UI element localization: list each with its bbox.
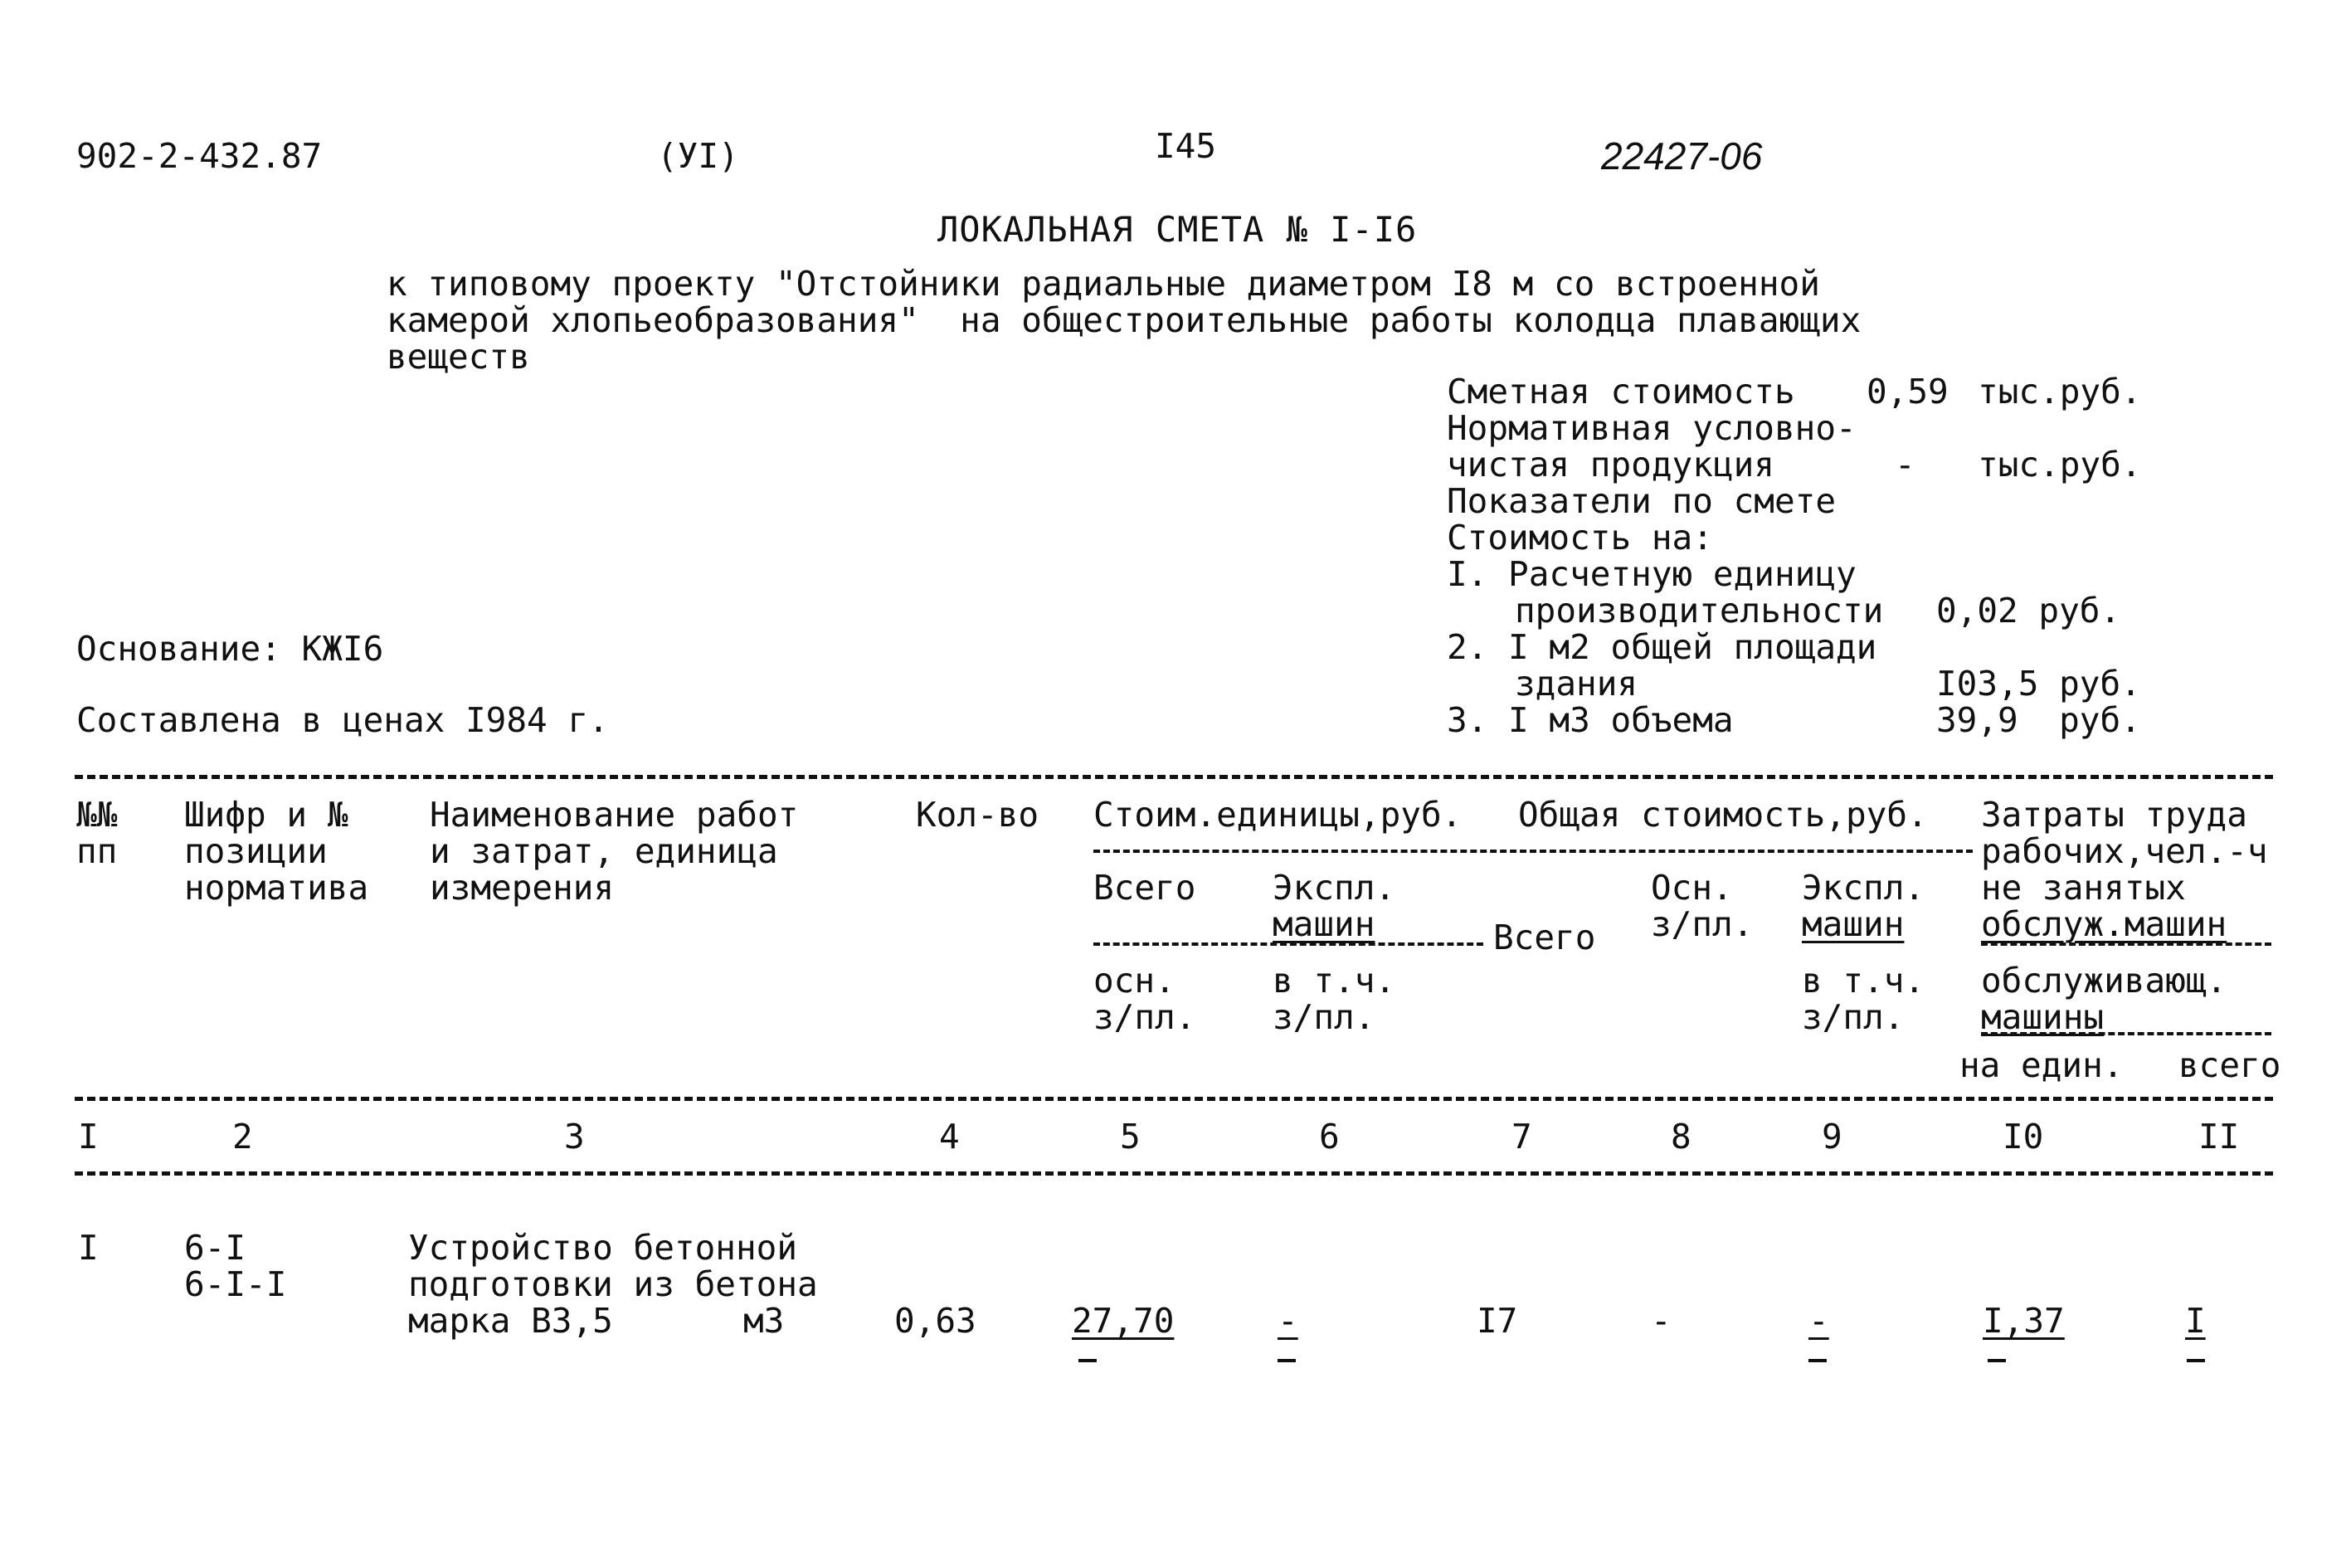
header-labor-serving-1: обслуживающ.	[1981, 961, 2227, 1001]
normative-label-2: чистая продукция	[1447, 445, 1774, 485]
header-unit-machines-1: Экспл.	[1273, 868, 1396, 908]
row-name-1: Устройство бетонной	[408, 1228, 797, 1268]
column-number-2: 2	[232, 1117, 253, 1157]
price-level: Составлена в ценах I984 г.	[76, 700, 609, 740]
header-total-machines-2: машин	[1802, 904, 1905, 944]
column-number-4: 4	[939, 1117, 960, 1157]
row-unit-total: 27,70	[1072, 1301, 1175, 1341]
column-number-10: I0	[2003, 1117, 2044, 1157]
header-unit-machines-2: машин	[1273, 904, 1375, 944]
column-number-7: 7	[1511, 1117, 1532, 1157]
row-labor-total: I	[2185, 1301, 2206, 1341]
basis: Основание: КЖI6	[76, 629, 384, 669]
estimated-cost-label: Сметная стоимость	[1447, 372, 1795, 411]
header-name-3: измерения	[430, 868, 615, 908]
column-numbers-top-rule	[75, 1097, 2273, 1101]
indicator-2-line-1: 2. I м2 общей площади	[1447, 627, 1877, 667]
indicators-label: Показатели по смете	[1447, 481, 1836, 521]
header-total-total: Всего	[1493, 918, 1596, 957]
doc-number: 902-2-432.87	[76, 136, 323, 176]
header-code-2: позиции	[184, 831, 328, 871]
subtitle-line-2: камерой хлопьеобразования" на общестроительные работы колодца плавающих	[387, 300, 1862, 340]
header-total-base-wage-2: з/пл.	[1651, 904, 1754, 944]
header-code-3: норматива	[184, 868, 369, 908]
header-name-2: и затрат, единица	[430, 831, 778, 871]
normative-label-1: Нормативная условно-	[1447, 408, 1857, 448]
indicator-1-value: 0,02 руб.	[1936, 591, 2121, 631]
indicator-3-value: 39,9 руб.	[1936, 700, 2141, 740]
header-name-1: Наименование работ	[430, 795, 799, 835]
inventory-number: 22427-06	[1601, 134, 1763, 178]
header-total-incl-wage-2: з/пл.	[1802, 997, 1905, 1037]
row-labor-per-unit: I,37	[1983, 1301, 2065, 1341]
row-unit-machines-wage-dash	[1278, 1359, 1296, 1362]
header-labor-total: всего	[2178, 1045, 2281, 1085]
header-labor-serving-2: машины	[1981, 997, 2105, 1037]
header-unit-incl-wage-1: в т.ч.	[1273, 961, 1396, 1001]
header-labor-3: не занятых	[1981, 868, 2186, 908]
row-quantity: 0,63	[894, 1301, 976, 1341]
column-number-11: II	[2198, 1117, 2240, 1157]
section-code: (УI)	[657, 136, 739, 176]
page-number: I45	[1155, 126, 1217, 166]
row-total-base-wage: -	[1651, 1301, 1672, 1341]
column-number-5: 5	[1120, 1117, 1141, 1157]
estimated-cost-value: 0,59	[1867, 372, 1949, 411]
normative-unit: тыс.руб.	[1978, 445, 2142, 485]
header-code-1: Шифр и №	[184, 795, 348, 835]
header-num-1: №№	[76, 795, 118, 835]
column-number-6: 6	[1319, 1117, 1340, 1157]
row-number: I	[78, 1228, 99, 1268]
row-unit-machines: -	[1278, 1301, 1298, 1341]
row-total-machines-wage-dash	[1808, 1359, 1827, 1362]
header-total-cost: Общая стоимость,руб.	[1518, 795, 1928, 835]
row-labor-total-serving-dash	[2187, 1359, 2205, 1362]
indicator-1-line-2: производительности	[1515, 591, 1884, 631]
normative-value: -	[1895, 445, 1915, 485]
row-name-3: марка В3,5	[408, 1301, 613, 1341]
header-total-incl-wage-1: в т.ч.	[1802, 961, 1925, 1001]
header-num-2: пп	[76, 831, 118, 871]
header-unit-base-wage-2: з/пл.	[1093, 997, 1196, 1037]
header-total-base-wage-1: Осн.	[1651, 868, 1733, 908]
row-labor-per-unit-serving-dash	[1988, 1359, 2006, 1362]
indicator-2-value: I03,5 руб.	[1936, 664, 2141, 704]
column-number-8: 8	[1671, 1117, 1691, 1157]
subtitle-line-1: к типовому проекту "Отстойники радиальные диаметром I8 м со встроенной	[387, 264, 1820, 304]
row-name-2: подготовки из бетона	[408, 1264, 818, 1304]
indicator-1-line-1: I. Расчетную единицу	[1447, 554, 1857, 594]
header-unit-incl-wage-2: з/пл.	[1273, 997, 1375, 1037]
column-number-1: I	[78, 1117, 99, 1157]
indicator-2-line-2: здания	[1515, 664, 1638, 704]
subtitle-line-3: веществ	[387, 337, 530, 377]
header-quantity: Кол-во	[916, 795, 1039, 835]
cost-for-label: Стоимость на:	[1447, 518, 1713, 558]
table-top-rule	[75, 775, 2273, 779]
row-unit-total-wage-dash	[1078, 1359, 1097, 1362]
row-total: I7	[1477, 1301, 1518, 1341]
document-title: ЛОКАЛЬНАЯ СМЕТА № I-I6	[937, 209, 1418, 250]
indicator-3-line-1: 3. I м3 объема	[1447, 700, 1734, 740]
estimated-cost-unit: тыс.руб.	[1978, 372, 2142, 411]
row-code-2: 6-I-I	[184, 1264, 287, 1304]
header-labor-1: Затраты труда	[1981, 795, 2247, 835]
header-total-machines-1: Экспл.	[1802, 868, 1925, 908]
header-labor-2: рабочих,чел.-ч	[1981, 831, 2268, 871]
column-number-9: 9	[1822, 1117, 1842, 1157]
header-unit-cost: Стоим.единицы,руб.	[1093, 795, 1463, 835]
column-number-3: 3	[564, 1117, 585, 1157]
header-labor-not-serving: обслуж.машин	[1981, 904, 2227, 944]
subheader-rule-cost	[1093, 850, 1973, 853]
row-unit: м3	[743, 1301, 785, 1341]
column-numbers-bottom-rule	[75, 1171, 2273, 1176]
row-total-machines: -	[1808, 1301, 1829, 1341]
header-unit-total: Всего	[1093, 868, 1196, 908]
header-labor-per-unit: на един.	[1959, 1045, 2124, 1085]
header-unit-base-wage-1: осн.	[1093, 961, 1176, 1001]
row-code-1: 6-I	[184, 1228, 246, 1268]
